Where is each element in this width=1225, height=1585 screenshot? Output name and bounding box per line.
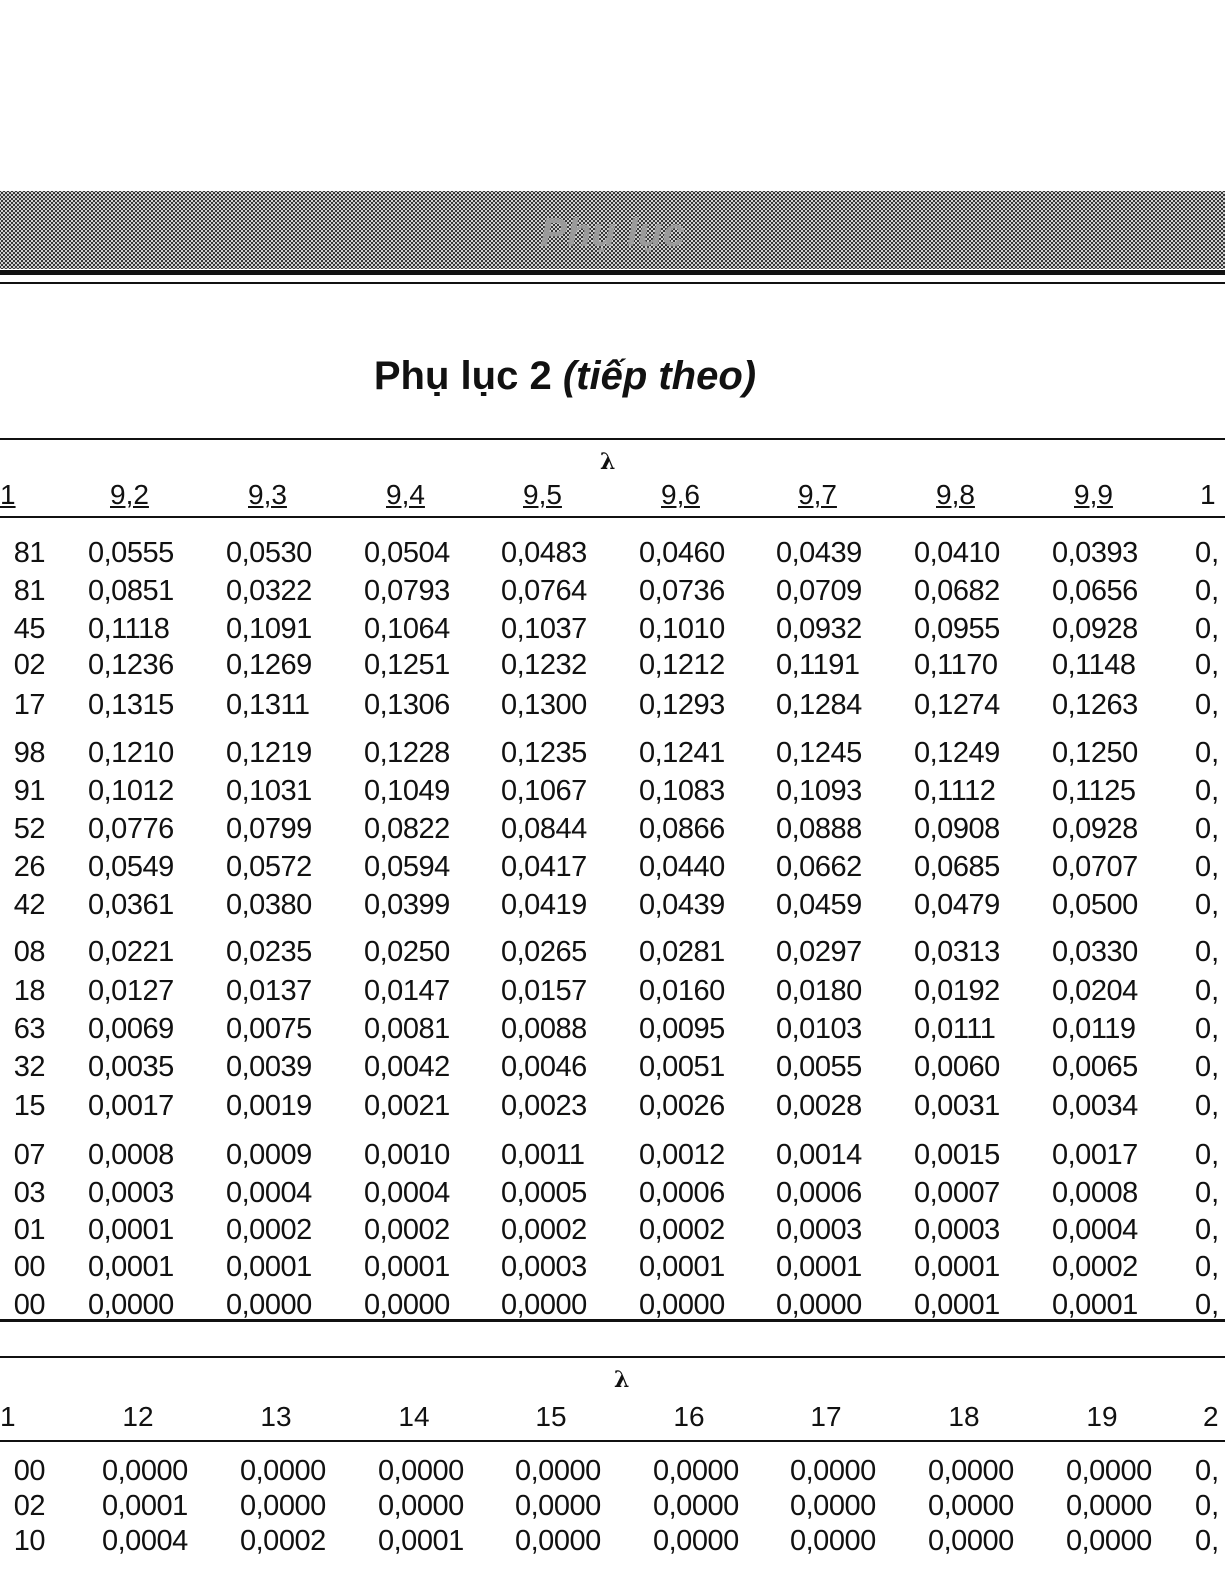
- table1-cell: 0,0003: [776, 1214, 862, 1246]
- table2-cell: 0,0000: [928, 1455, 1014, 1487]
- table1-cell: 0,0417: [501, 851, 587, 883]
- table1-cell: 0,1245: [776, 737, 862, 769]
- table1-cell: 0,0004: [226, 1177, 312, 1209]
- table1-row-stub: 15: [13, 1090, 45, 1122]
- table1-row-stub: 01: [13, 1214, 45, 1246]
- table1-row-stub: 17: [13, 689, 45, 721]
- table1-cell: 0,0180: [776, 975, 862, 1007]
- title-suffix: (tiếp theo): [562, 354, 757, 398]
- table1-cell: 0,0656: [1052, 575, 1138, 607]
- table1-cell: 0,0021: [364, 1090, 450, 1122]
- table1-row-stub: 03: [13, 1177, 45, 1209]
- table2-cell: 0,0000: [515, 1455, 601, 1487]
- table1-cell: 0,0685: [914, 851, 1000, 883]
- table1-cell: 0,0410: [914, 537, 1000, 569]
- table1-row-edge: 0,: [1195, 813, 1220, 845]
- table1-col-header: 9,9: [1074, 479, 1113, 510]
- table1-cell: 0,0003: [501, 1251, 587, 1283]
- table1-cell: 0,1112: [914, 775, 996, 807]
- table2-col-header: 17: [810, 1401, 842, 1432]
- table1-cell: 0,1306: [364, 689, 450, 721]
- table2-row-stub: 02: [13, 1490, 45, 1522]
- table1-cell: 0,0221: [88, 936, 174, 968]
- table1-cell: 0,0003: [88, 1177, 174, 1209]
- table2-top-rule: [0, 1356, 1225, 1358]
- table1-lambda-label: λ: [600, 449, 616, 475]
- table1-cell: 0,1315: [88, 689, 174, 721]
- table1-cell: 0,0006: [639, 1177, 725, 1209]
- table2-row-edge: 0,: [1195, 1490, 1220, 1522]
- table1-cell: 0,0000: [639, 1289, 725, 1321]
- table1-cell: 0,0001: [88, 1214, 174, 1246]
- table2-col-header-left: 1: [0, 1401, 16, 1432]
- table2-cell: 0,0000: [378, 1490, 464, 1522]
- table1-row-stub: 45: [13, 613, 45, 645]
- table1-cell: 0,0003: [914, 1214, 1000, 1246]
- table1-cell: 0,1293: [639, 689, 725, 721]
- table1-cell: 0,1191: [776, 649, 860, 681]
- table1-bottom-rule: [0, 1319, 1225, 1322]
- table1-cell: 0,0281: [639, 936, 725, 968]
- table1-cell: 0,0793: [364, 575, 450, 607]
- table2-cell: 0,0000: [515, 1525, 601, 1557]
- table2-cell: 0,0000: [790, 1455, 876, 1487]
- table1-cell: 0,0055: [776, 1051, 862, 1083]
- table1-row-edge: 0,: [1195, 575, 1220, 607]
- table1-cell: 0,1125: [1052, 775, 1136, 807]
- table1-cell: 0,1311: [226, 689, 310, 721]
- table2-col-header: 13: [260, 1401, 292, 1432]
- table1-cell: 0,0065: [1052, 1051, 1138, 1083]
- table1-cell: 0,0572: [226, 851, 312, 883]
- table1-cell: 0,0035: [88, 1051, 174, 1083]
- table1-cell: 0,1012: [88, 775, 174, 807]
- table2-cell: 0,0000: [515, 1490, 601, 1522]
- table2-col-header-right: 2: [1203, 1401, 1219, 1432]
- table1-row-edge: 0,: [1195, 889, 1220, 921]
- table1-cell: 0,0010: [364, 1139, 450, 1171]
- table1-col-header: 9,4: [386, 479, 425, 510]
- table1-cell: 0,0019: [226, 1090, 312, 1122]
- table2-col-header: 16: [673, 1401, 705, 1432]
- table2-cell: 0,0000: [653, 1455, 739, 1487]
- table1-cell: 0,0707: [1052, 851, 1138, 883]
- table1-cell: 0,0361: [88, 889, 174, 921]
- table1-cell: 0,0822: [364, 813, 450, 845]
- table1-cell: 0,1232: [501, 649, 587, 681]
- table1-cell: 0,0081: [364, 1013, 450, 1045]
- table1-cell: 0,0015: [914, 1139, 1000, 1171]
- table2-row-stub: 00: [13, 1455, 45, 1487]
- table1-cell: 0,0682: [914, 575, 1000, 607]
- table2-cell: 0,0000: [102, 1455, 188, 1487]
- table1-row-stub: 42: [13, 889, 45, 921]
- table1-cell: 0,0002: [1052, 1251, 1138, 1283]
- table1-row-edge: 0,: [1195, 613, 1220, 645]
- table1-cell: 0,1263: [1052, 689, 1138, 721]
- table1-cell: 0,1212: [639, 649, 725, 681]
- table1-cell: 0,1049: [364, 775, 450, 807]
- table1-top-rule: [0, 438, 1225, 440]
- table1-row-stub: 18: [13, 975, 45, 1007]
- table1-cell: 0,1010: [639, 613, 725, 645]
- table2-lambda-label: λ: [614, 1367, 630, 1393]
- table1-cell: 0,1093: [776, 775, 862, 807]
- table1-cell: 0,1228: [364, 737, 450, 769]
- table1-cell: 0,0001: [88, 1251, 174, 1283]
- table1-row-stub: 98: [13, 737, 45, 769]
- table1-cell: 0,0479: [914, 889, 1000, 921]
- table1-row-edge: 0,: [1195, 975, 1220, 1007]
- table1-row-edge: 0,: [1195, 1090, 1220, 1122]
- table1-cell: 0,0932: [776, 613, 862, 645]
- table1-cell: 0,0393: [1052, 537, 1138, 569]
- table1-row-edge: 0,: [1195, 649, 1220, 681]
- table1-cell: 0,0500: [1052, 889, 1138, 921]
- table1-cell: 0,1031: [226, 775, 312, 807]
- table1-cell: 0,0000: [501, 1289, 587, 1321]
- table1-cell: 0,0137: [226, 975, 312, 1007]
- table1-cell: 0,0866: [639, 813, 725, 845]
- table1-cell: 0,0060: [914, 1051, 1000, 1083]
- table2-cell: 0,0000: [240, 1455, 326, 1487]
- table1-row-edge: 0,: [1195, 775, 1220, 807]
- table2-header-rule: [0, 1440, 1225, 1442]
- table1-cell: 0,0008: [88, 1139, 174, 1171]
- table2-cell: 0,0000: [928, 1490, 1014, 1522]
- table1-cell: 0,0042: [364, 1051, 450, 1083]
- table1-cell: 0,0088: [501, 1013, 587, 1045]
- table1-cell: 0,0399: [364, 889, 450, 921]
- table1-header-rule: [0, 516, 1225, 518]
- table1-cell: 0,0007: [914, 1177, 1000, 1209]
- table1-col-header: 9,7: [798, 479, 837, 510]
- table2-col-header: 14: [398, 1401, 430, 1432]
- table1-row-stub: 91: [13, 775, 45, 807]
- table1-row-stub: 00: [13, 1251, 45, 1283]
- page-title: [0, 354, 1130, 399]
- table1-cell: 0,0051: [639, 1051, 725, 1083]
- table1-cell: 0,0039: [226, 1051, 312, 1083]
- table1-row-stub: 00: [13, 1289, 45, 1321]
- table1-row-stub: 32: [13, 1051, 45, 1083]
- table1-cell: 0,0001: [914, 1251, 1000, 1283]
- table2-cell: 0,0000: [790, 1525, 876, 1557]
- table1-cell: 0,1219: [226, 737, 312, 769]
- table1-cell: 0,0023: [501, 1090, 587, 1122]
- table1-col-header-left: 1: [0, 479, 16, 510]
- table1-cell: 0,0709: [776, 575, 862, 607]
- table1-cell: 0,0764: [501, 575, 587, 607]
- table1-cell: 0,0555: [88, 537, 174, 569]
- table1-cell: 0,0380: [226, 889, 312, 921]
- table2-row-edge: 0,: [1195, 1525, 1220, 1557]
- table1-row-edge: 0,: [1195, 1013, 1220, 1045]
- table1-row-edge: 0,: [1195, 689, 1220, 721]
- table1-cell: 0,0002: [639, 1214, 725, 1246]
- table1-col-header: 9,6: [661, 479, 700, 510]
- table1-cell: 0,0662: [776, 851, 862, 883]
- table1-cell: 0,0009: [226, 1139, 312, 1171]
- table1-cell: 0,0028: [776, 1090, 862, 1122]
- table1-cell: 0,1250: [1052, 737, 1138, 769]
- table1-cell: 0,0001: [1052, 1289, 1138, 1321]
- table1-cell: 0,0419: [501, 889, 587, 921]
- table1-cell: 0,0069: [88, 1013, 174, 1045]
- table1-cell: 0,1269: [226, 649, 312, 681]
- table1-cell: 0,1170: [914, 649, 998, 681]
- table1-cell: 0,0034: [1052, 1090, 1138, 1122]
- table1-cell: 0,0103: [776, 1013, 862, 1045]
- table1-cell: 0,1284: [776, 689, 862, 721]
- table2-col-header: 19: [1086, 1401, 1118, 1432]
- table1-cell: 0,1064: [364, 613, 450, 645]
- table1-cell: 0,0001: [226, 1251, 312, 1283]
- table1-row-stub: 02: [13, 649, 45, 681]
- table1-cell: 0,0549: [88, 851, 174, 883]
- table2-cell: 0,0002: [240, 1525, 326, 1557]
- table1-cell: 0,1300: [501, 689, 587, 721]
- table1-cell: 0,0204: [1052, 975, 1138, 1007]
- table1-cell: 0,0004: [1052, 1214, 1138, 1246]
- table1-cell: 0,0000: [88, 1289, 174, 1321]
- table1-cell: 0,1210: [88, 737, 174, 769]
- table1-row-edge: 0,: [1195, 1214, 1220, 1246]
- table1-col-header: 9,3: [248, 479, 287, 510]
- table1-cell: 0,0095: [639, 1013, 725, 1045]
- table1-cell: 0,0736: [639, 575, 725, 607]
- table1-cell: 0,0031: [914, 1090, 1000, 1122]
- header-rule-thin: [0, 282, 1225, 284]
- table1-cell: 0,0844: [501, 813, 587, 845]
- table1-col-header: 9,5: [523, 479, 562, 510]
- table1-row-edge: 0,: [1195, 737, 1220, 769]
- table1-cell: 0,1091: [226, 613, 312, 645]
- table1-cell: 0,0157: [501, 975, 587, 1007]
- table1-cell: 0,0594: [364, 851, 450, 883]
- table2-cell: 0,0000: [1066, 1490, 1152, 1522]
- table1-cell: 0,0017: [88, 1090, 174, 1122]
- table1-cell: 0,0439: [776, 537, 862, 569]
- table1-cell: 0,0147: [364, 975, 450, 1007]
- table2-cell: 0,0000: [790, 1490, 876, 1522]
- table1-cell: 0,0460: [639, 537, 725, 569]
- table2-col-header: 18: [948, 1401, 980, 1432]
- table2-cell: 0,0000: [240, 1490, 326, 1522]
- table2-cell: 0,0000: [1066, 1455, 1152, 1487]
- table1-cell: 0,0002: [364, 1214, 450, 1246]
- table1-cell: 0,0002: [226, 1214, 312, 1246]
- table1-row-edge: 0,: [1195, 1289, 1220, 1321]
- table1-row-edge: 0,: [1195, 1177, 1220, 1209]
- running-header-title: Phụ lục: [540, 211, 685, 255]
- table1-cell: 0,0011: [501, 1139, 585, 1171]
- table1-cell: 0,0313: [914, 936, 1000, 968]
- table1-cell: 0,0322: [226, 575, 312, 607]
- table1-row-stub: 81: [13, 537, 45, 569]
- table2-cell: 0,0000: [928, 1525, 1014, 1557]
- table1-cell: 0,0483: [501, 537, 587, 569]
- table1-cell: 0,0928: [1052, 813, 1138, 845]
- table1-cell: 0,0776: [88, 813, 174, 845]
- table1-cell: 0,0000: [226, 1289, 312, 1321]
- table1-cell: 0,0297: [776, 936, 862, 968]
- table2-col-header: 15: [535, 1401, 567, 1432]
- table1-cell: 0,0127: [88, 975, 174, 1007]
- table1-cell: 0,1067: [501, 775, 587, 807]
- table2-cell: 0,0001: [102, 1490, 188, 1522]
- table1-cell: 0,0000: [776, 1289, 862, 1321]
- table1-cell: 0,0504: [364, 537, 450, 569]
- table1-cell: 0,0192: [914, 975, 1000, 1007]
- table1-cell: 0,1274: [914, 689, 1000, 721]
- title-main: Phụ lục 2: [373, 354, 552, 398]
- table2-cell: 0,0000: [653, 1525, 739, 1557]
- table2-cell: 0,0000: [653, 1490, 739, 1522]
- table1-col-header: 9,8: [936, 479, 975, 510]
- table1-row-stub: 81: [13, 575, 45, 607]
- table1-row-edge: 0,: [1195, 1051, 1220, 1083]
- table1-cell: 0,1037: [501, 613, 587, 645]
- table1-cell: 0,0017: [1052, 1139, 1138, 1171]
- table1-cell: 0,1083: [639, 775, 725, 807]
- table1-cell: 0,0012: [639, 1139, 725, 1171]
- table1-cell: 0,0459: [776, 889, 862, 921]
- table1-cell: 0,0014: [776, 1139, 862, 1171]
- table1-cell: 0,0075: [226, 1013, 312, 1045]
- table1-row-edge: 0,: [1195, 1251, 1220, 1283]
- table1-cell: 0,0330: [1052, 936, 1138, 968]
- table1-cell: 0,0006: [776, 1177, 862, 1209]
- table1-cell: 0,1118: [88, 613, 170, 645]
- table1-cell: 0,0004: [364, 1177, 450, 1209]
- table1-cell: 0,0908: [914, 813, 1000, 845]
- table1-col-header-right: 1: [1200, 479, 1216, 510]
- table1-cell: 0,0001: [914, 1289, 1000, 1321]
- table2-row-stub: 10: [13, 1525, 45, 1557]
- table1-col-header: 9,2: [110, 479, 149, 510]
- table1-cell: 0,0530: [226, 537, 312, 569]
- table2-cell: 0,0000: [1066, 1525, 1152, 1557]
- table1-cell: 0,0008: [1052, 1177, 1138, 1209]
- header-rule: [0, 270, 1225, 275]
- table1-row-stub: 52: [13, 813, 45, 845]
- table1-row-stub: 08: [13, 936, 45, 968]
- table1-cell: 0,0265: [501, 936, 587, 968]
- table1-row-stub: 07: [13, 1139, 45, 1171]
- table1-cell: 0,0799: [226, 813, 312, 845]
- table1-row-edge: 0,: [1195, 936, 1220, 968]
- table1-cell: 0,1148: [1052, 649, 1136, 681]
- table1-cell: 0,0001: [639, 1251, 725, 1283]
- table1-row-stub: 26: [13, 851, 45, 883]
- table2-cell: 0,0000: [378, 1455, 464, 1487]
- table1-cell: 0,0440: [639, 851, 725, 883]
- table1-cell: 0,1251: [364, 649, 450, 681]
- table1-cell: 0,0001: [776, 1251, 862, 1283]
- table1-row-edge: 0,: [1195, 1139, 1220, 1171]
- table1-cell: 0,0002: [501, 1214, 587, 1246]
- table1-cell: 0,0005: [501, 1177, 587, 1209]
- table1-cell: 0,1235: [501, 737, 587, 769]
- table1-cell: 0,0119: [1052, 1013, 1136, 1045]
- table1-cell: 0,1241: [639, 737, 725, 769]
- table1-row-edge: 0,: [1195, 537, 1220, 569]
- table1-cell: 0,0439: [639, 889, 725, 921]
- table1-cell: 0,1236: [88, 649, 174, 681]
- table1-cell: 0,0046: [501, 1051, 587, 1083]
- table1-row-edge: 0,: [1195, 851, 1220, 883]
- table1-cell: 0,0250: [364, 936, 450, 968]
- table1-cell: 0,0235: [226, 936, 312, 968]
- table1-cell: 0,0111: [914, 1013, 996, 1045]
- table1-cell: 0,0160: [639, 975, 725, 1007]
- table1-cell: 0,0026: [639, 1090, 725, 1122]
- table1-cell: 0,0001: [364, 1251, 450, 1283]
- table2-cell: 0,0001: [378, 1525, 464, 1557]
- table2-col-header: 12: [122, 1401, 154, 1432]
- table2-cell: 0,0004: [102, 1525, 188, 1557]
- table1-cell: 0,0928: [1052, 613, 1138, 645]
- table1-cell: 0,0955: [914, 613, 1000, 645]
- table1-cell: 0,0888: [776, 813, 862, 845]
- table2-row-edge: 0,: [1195, 1455, 1220, 1487]
- table1-cell: 0,0851: [88, 575, 174, 607]
- table1-row-stub: 63: [13, 1013, 45, 1045]
- table1-cell: 0,0000: [364, 1289, 450, 1321]
- table1-cell: 0,1249: [914, 737, 1000, 769]
